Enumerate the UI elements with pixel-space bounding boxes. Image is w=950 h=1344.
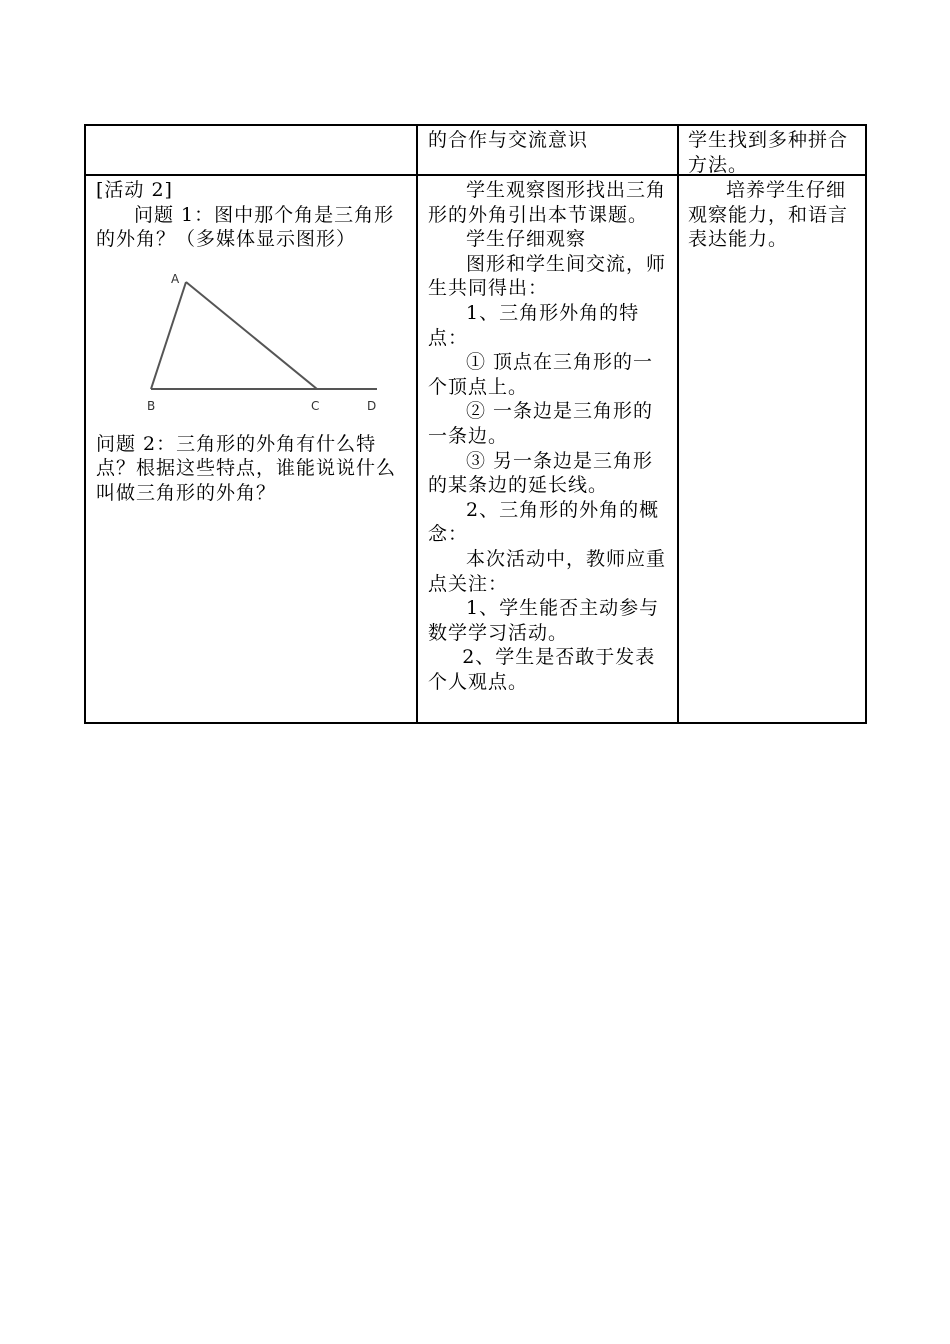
- table-cell: [417, 125, 678, 175]
- paragraph: 培养学生仔细观察能力，和语言表达能力。: [688, 179, 849, 251]
- paragraph: 2、学生是否敢于发表个人观点。: [428, 646, 656, 693]
- paragraph: ② 一条边是三角形的一条边。: [428, 400, 654, 447]
- triangle-diagram: [131, 262, 381, 422]
- paragraph: 1、学生能否主动参与数学学习活动。: [428, 597, 660, 644]
- table-row: [85, 175, 866, 723]
- cell-text: [86, 126, 416, 174]
- paragraph: 2、三角形的外角的概念：: [428, 498, 660, 546]
- table-cell-activity: [85, 175, 417, 723]
- paragraph: 学生仔细观察: [466, 228, 587, 251]
- cell-text: 学生找到多种拼合方法。: [688, 129, 849, 176]
- question-1: 问题 1：图中那个角是三角形的外角？（多媒体显示图形）: [96, 203, 395, 251]
- table-row: [85, 125, 866, 175]
- label-d: D: [367, 398, 378, 413]
- table-cell-student-activity: [417, 175, 678, 723]
- paragraph: 本次活动中，教师应重点关注：: [428, 547, 667, 595]
- cell-text: 的合作与交流意识: [428, 129, 589, 151]
- label-a: A: [171, 271, 181, 286]
- label-c: C: [311, 398, 321, 413]
- paragraph: ① 顶点在三角形的一个顶点上。: [428, 351, 654, 398]
- label-b: B: [147, 398, 157, 413]
- paragraph: 学生观察图形找出三角形的外角引出本节课题。: [428, 179, 667, 226]
- triangle-figure: [96, 252, 408, 432]
- paragraph: 1、三角形外角的特点：: [428, 301, 640, 349]
- table-cell: [678, 125, 866, 175]
- side-ab: [151, 282, 186, 389]
- table-cell: [85, 125, 417, 175]
- lesson-plan-table: [84, 124, 867, 724]
- side-ac: [186, 282, 317, 389]
- question-2: 问题 2：三角形的外角有什么特点？根据这些特点，谁能说说什么叫做三角形的外角？: [96, 432, 397, 504]
- paragraph: 图形和学生间交流，师生共同得出：: [428, 252, 667, 300]
- activity-heading: [活动 2]: [96, 179, 173, 201]
- table-cell-intent: [678, 175, 866, 723]
- paragraph: ③ 另一条边是三角形的某条边的延长线。: [428, 449, 654, 497]
